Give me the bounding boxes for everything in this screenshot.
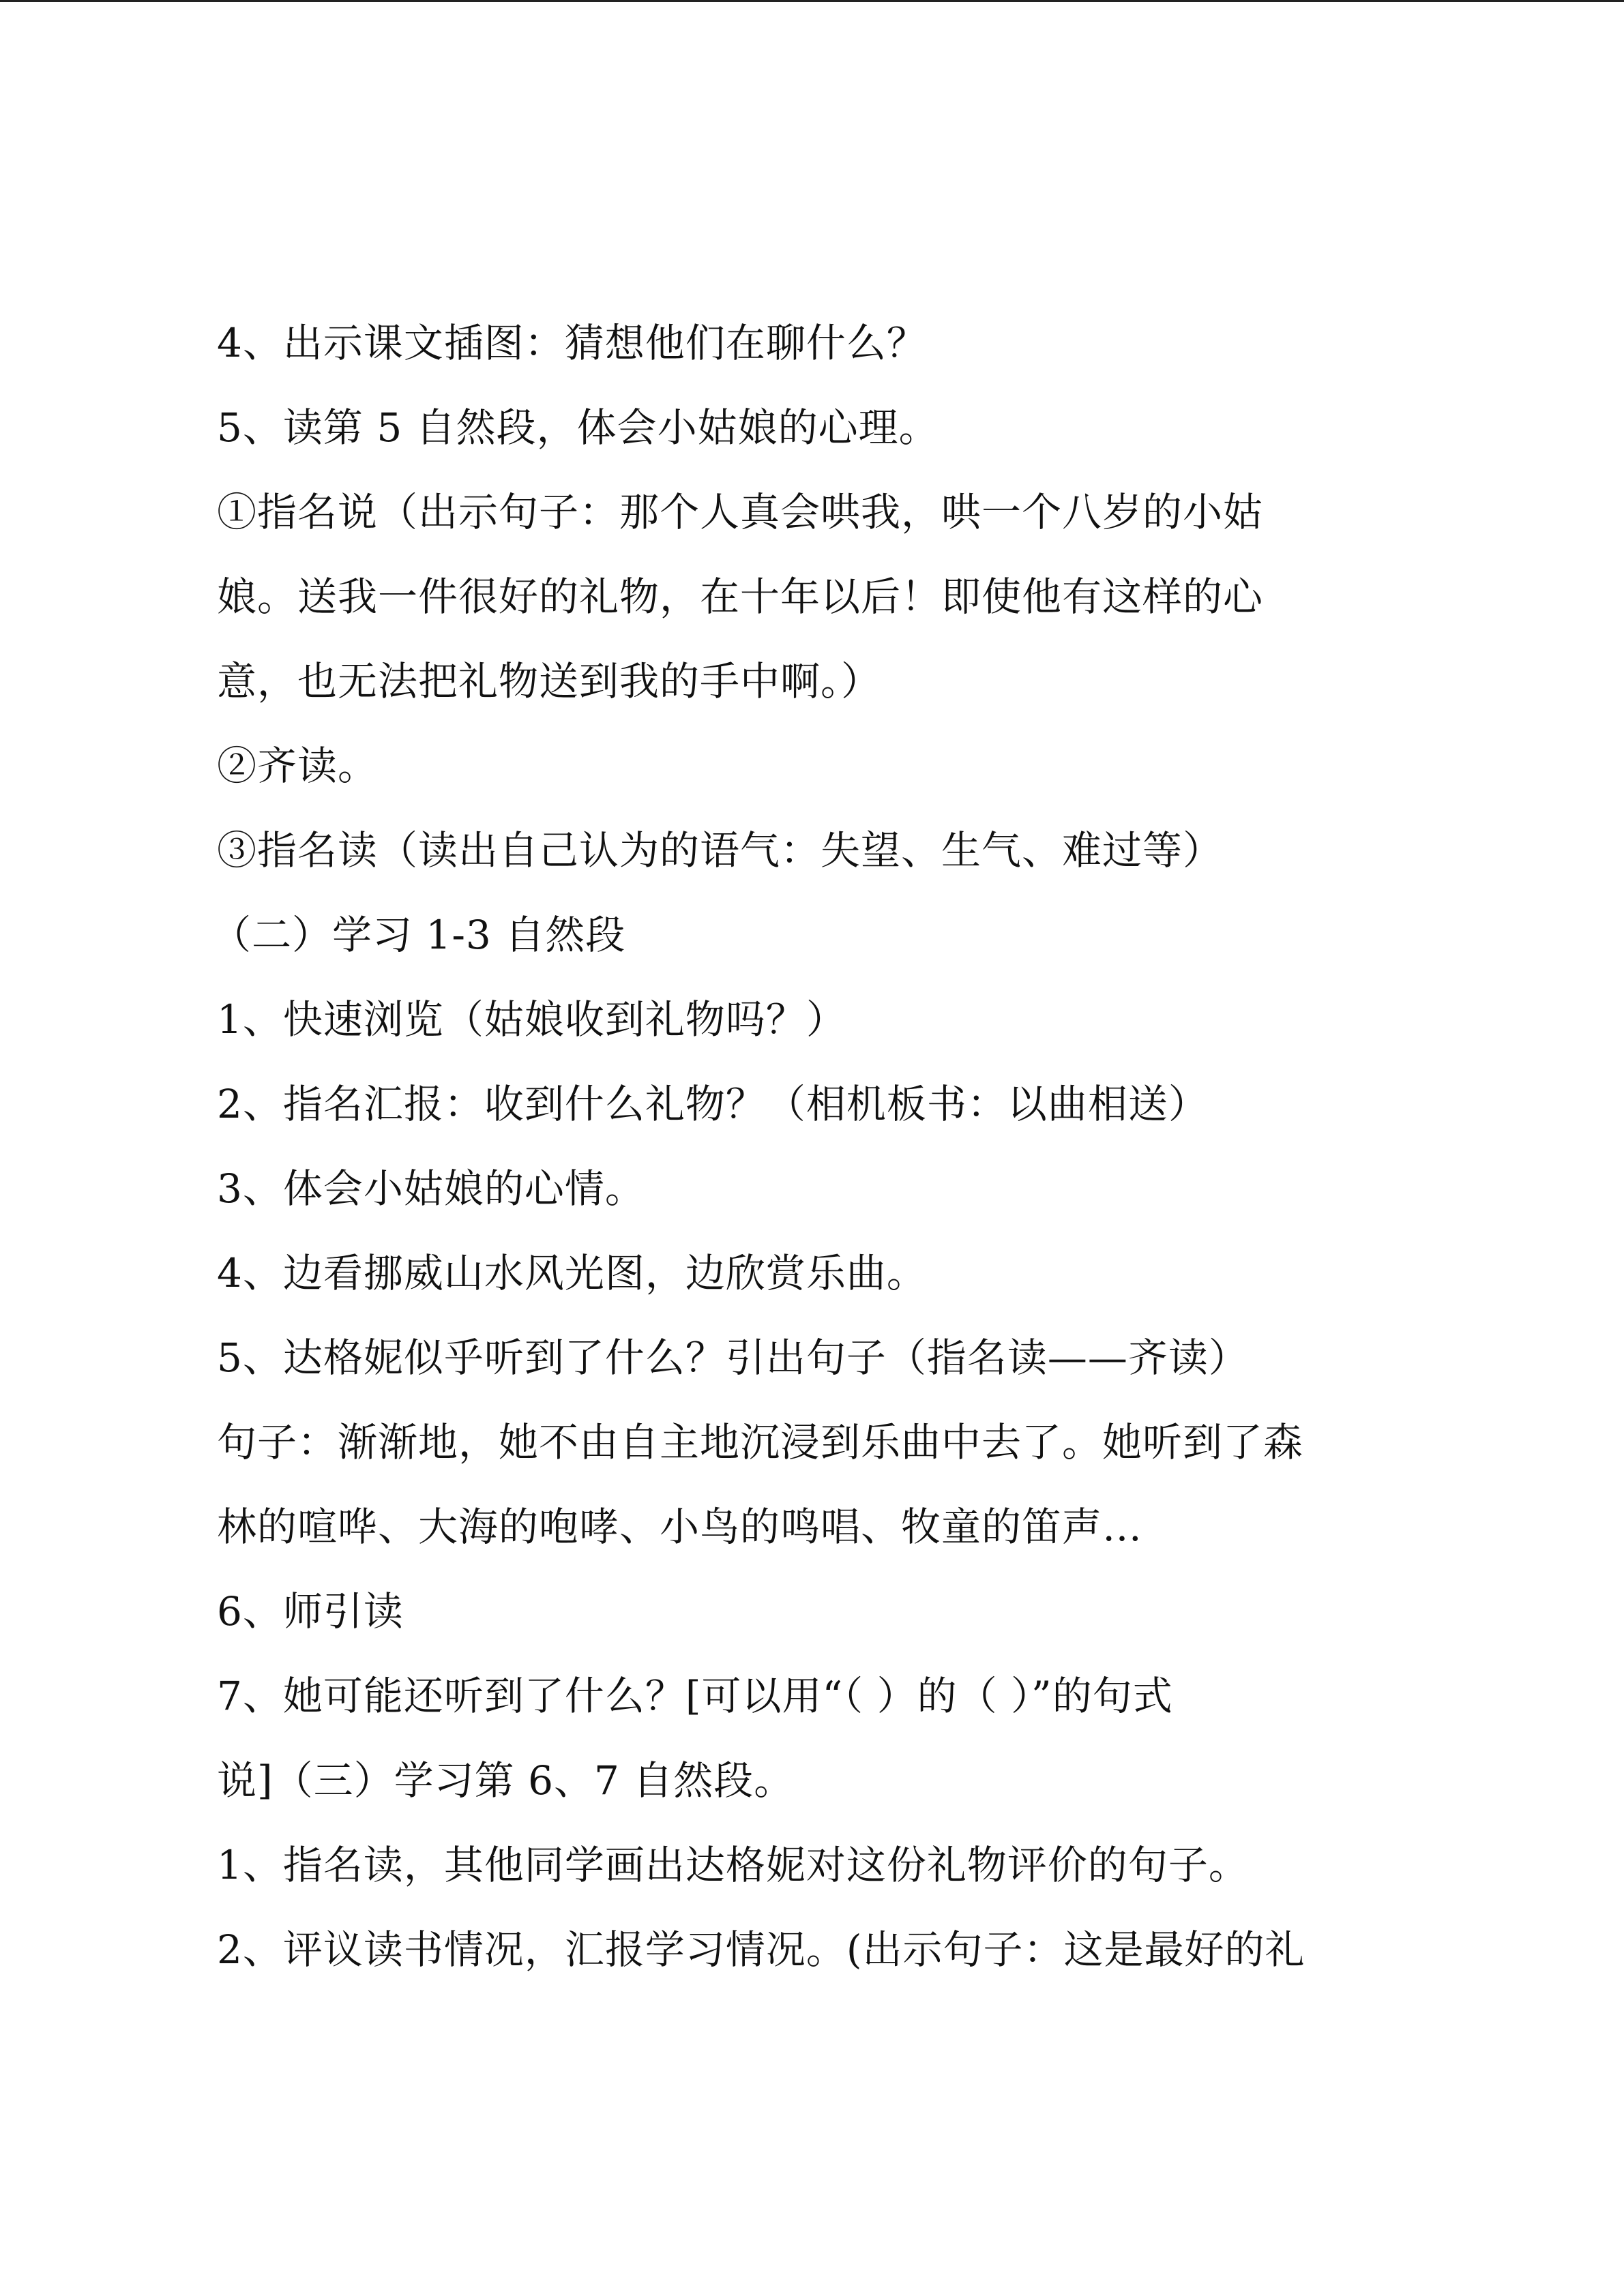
text-line: 2、指名汇报：收到什么礼物？（相机板书：以曲相送） xyxy=(217,1081,1209,1127)
section-heading: （二）学习 1-3 自然段 xyxy=(211,912,626,958)
text-line: 3、体会小姑娘的心情。 xyxy=(217,1165,645,1212)
text-line: 5、读第 5 自然段，体会小姑娘的心理。 xyxy=(217,404,939,451)
text-line: 2、评议读书情况，汇报学习情况。(出示句子：这是最好的礼 xyxy=(217,1926,1305,1973)
text-line: 7、她可能还听到了什么？[可以用“（ ）的（ ）”的句式 xyxy=(217,1673,1173,1719)
document-body xyxy=(211,301,1458,1992)
text-line: 4、出示课文插图：猜想他们在聊什么？ xyxy=(217,320,927,366)
text-line: 娘。送我一件很好的礼物，在十年以后！即使他有这样的心 xyxy=(217,573,1264,620)
text-line: 句子：渐渐地，她不由自主地沉浸到乐曲中去了。她听到了森 xyxy=(217,1419,1304,1465)
text-line: 1、指名读，其他同学画出达格妮对这份礼物评价的句子。 xyxy=(217,1842,1249,1888)
text-line: 意，也无法把礼物送到我的手中啊。） xyxy=(217,658,882,704)
text-line: ③指名读（读出自己认为的语气：失望、生气、难过等） xyxy=(217,827,1224,874)
text-line: ②齐读。 xyxy=(217,743,379,789)
text-line: 说]（三）学习第 6、7 自然段。 xyxy=(217,1757,795,1804)
text-line: ①指名说（出示句子：那个人真会哄我，哄一个八岁的小姑 xyxy=(217,489,1264,535)
text-line: 1、快速浏览（姑娘收到礼物吗？） xyxy=(217,996,846,1043)
text-line: 6、师引读 xyxy=(217,1588,404,1635)
text-line: 4、边看挪威山水风光图，边欣赏乐曲。 xyxy=(217,1250,927,1296)
text-line: 林的喧哗、大海的咆哮、小鸟的鸣唱、牧童的笛声… xyxy=(217,1504,1143,1550)
text-line: 5、达格妮似乎听到了什么？引出句子（指名读——齐读） xyxy=(217,1335,1249,1381)
